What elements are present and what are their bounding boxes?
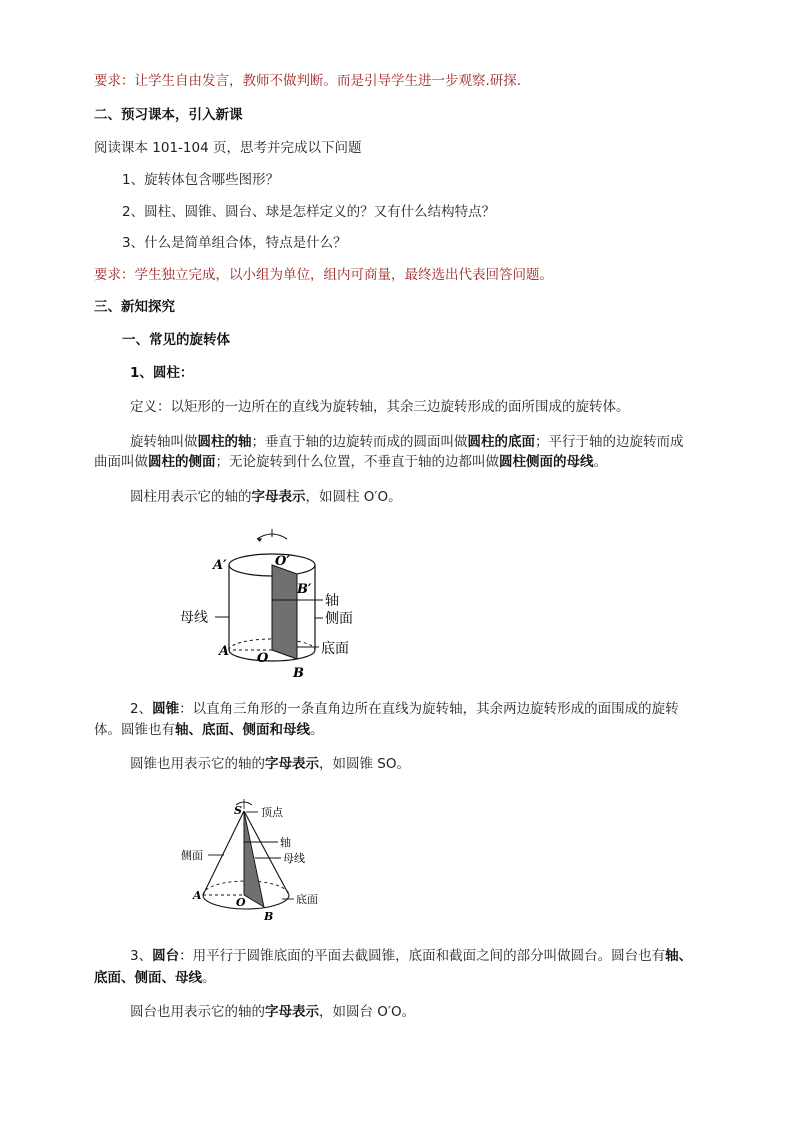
requirement-2: 要求：学生独立完成，以小组为单位，组内可商量，最终选出代表回答问题。 xyxy=(94,267,553,283)
label-axis: 轴 xyxy=(280,836,291,849)
label-B-prime: B′ xyxy=(297,582,312,597)
requirement-1: 要求：让学生自由发言，教师不做判断。而是引导学生进一步观察.研探. xyxy=(94,73,522,89)
question-3: 3、什么是简单组合体，特点是什么？ xyxy=(122,235,347,251)
label-S: S xyxy=(234,804,242,817)
label-A-prime: A′ xyxy=(213,558,227,573)
cylinder-definition: 定义：以矩形的一边所在的直线为旋转轴，其余三边旋转形成的面所围成的旋转体。 xyxy=(130,399,630,415)
label-vertex: 顶点 xyxy=(261,806,283,819)
shaded-section xyxy=(244,811,264,907)
label-side: 侧面 xyxy=(181,849,203,862)
label-B: B xyxy=(264,910,274,923)
label-O: O xyxy=(257,651,269,666)
section-3-title: 三、新知探究 xyxy=(94,299,175,315)
label-A: A xyxy=(193,889,202,902)
frustum-notation: 圆台也用表示它的轴的字母表示，如圆台 O′O。 xyxy=(130,1004,416,1020)
cone-paragraph-line-1: 2、圆锥：以直角三角形的一条直角边所在直线为旋转轴，其余两边旋转形成的面围成的旋转 xyxy=(130,701,679,717)
bottom-ellipse-front xyxy=(229,650,315,661)
label-A: A xyxy=(219,644,230,659)
cylinder-paragraph-line-1: 旋转轴叫做圆柱的轴；垂直于轴的边旋转而成的圆面叫做圆柱的底面；平行于轴的边旋转而成 xyxy=(130,434,684,450)
subsection-1-title: 一、常见的旋转体 xyxy=(122,332,230,348)
label-O: O xyxy=(236,896,246,909)
cylinder-heading: 1、圆柱： xyxy=(130,365,194,381)
label-axis: 轴 xyxy=(325,593,339,609)
cylinder-paragraph-line-2: 曲面叫做圆柱的侧面；无论旋转到什么位置，不垂直于轴的边都叫做圆柱侧面的母线。 xyxy=(94,454,607,470)
frustum-paragraph-line-1: 3、圆台：用平行于圆锥底面的平面去截圆锥，底面和截面之间的部分叫做圆台。圆台也有轴、 xyxy=(130,948,693,964)
section-2-title: 二、预习课本，引入新课 xyxy=(94,107,243,123)
question-2: 2、圆柱、圆锥、圆台、球是怎样定义的？又有什么结构特点？ xyxy=(122,204,496,220)
cylinder-notation: 圆柱用表示它的轴的字母表示，如圆柱 O′O。 xyxy=(130,489,402,505)
shaded-section xyxy=(272,565,297,659)
cone-notation: 圆锥也用表示它的轴的字母表示，如圆锥 SO。 xyxy=(130,756,410,772)
cone-diagram xyxy=(178,795,338,930)
left-generatrix xyxy=(203,811,244,895)
cylinder-diagram xyxy=(175,525,375,685)
label-base: 底面 xyxy=(296,893,318,906)
label-B: B xyxy=(293,666,304,681)
label-generatrix: 母线 xyxy=(180,610,208,626)
label-side: 侧面 xyxy=(325,611,353,627)
label-base: 底面 xyxy=(321,641,349,657)
question-1: 1、旋转体包含哪些图形？ xyxy=(122,172,280,188)
reading-task: 阅读课本 101-104 页，思考并完成以下问题 xyxy=(94,140,362,156)
base-ellipse-front xyxy=(203,895,289,909)
label-O-prime: O′ xyxy=(275,554,290,569)
label-generatrix: 母线 xyxy=(283,852,305,865)
cone-paragraph-line-2: 体。圆锥也有轴、底面、侧面和母线。 xyxy=(94,722,324,738)
frustum-paragraph-line-2: 底面、侧面、母线。 xyxy=(94,970,216,986)
